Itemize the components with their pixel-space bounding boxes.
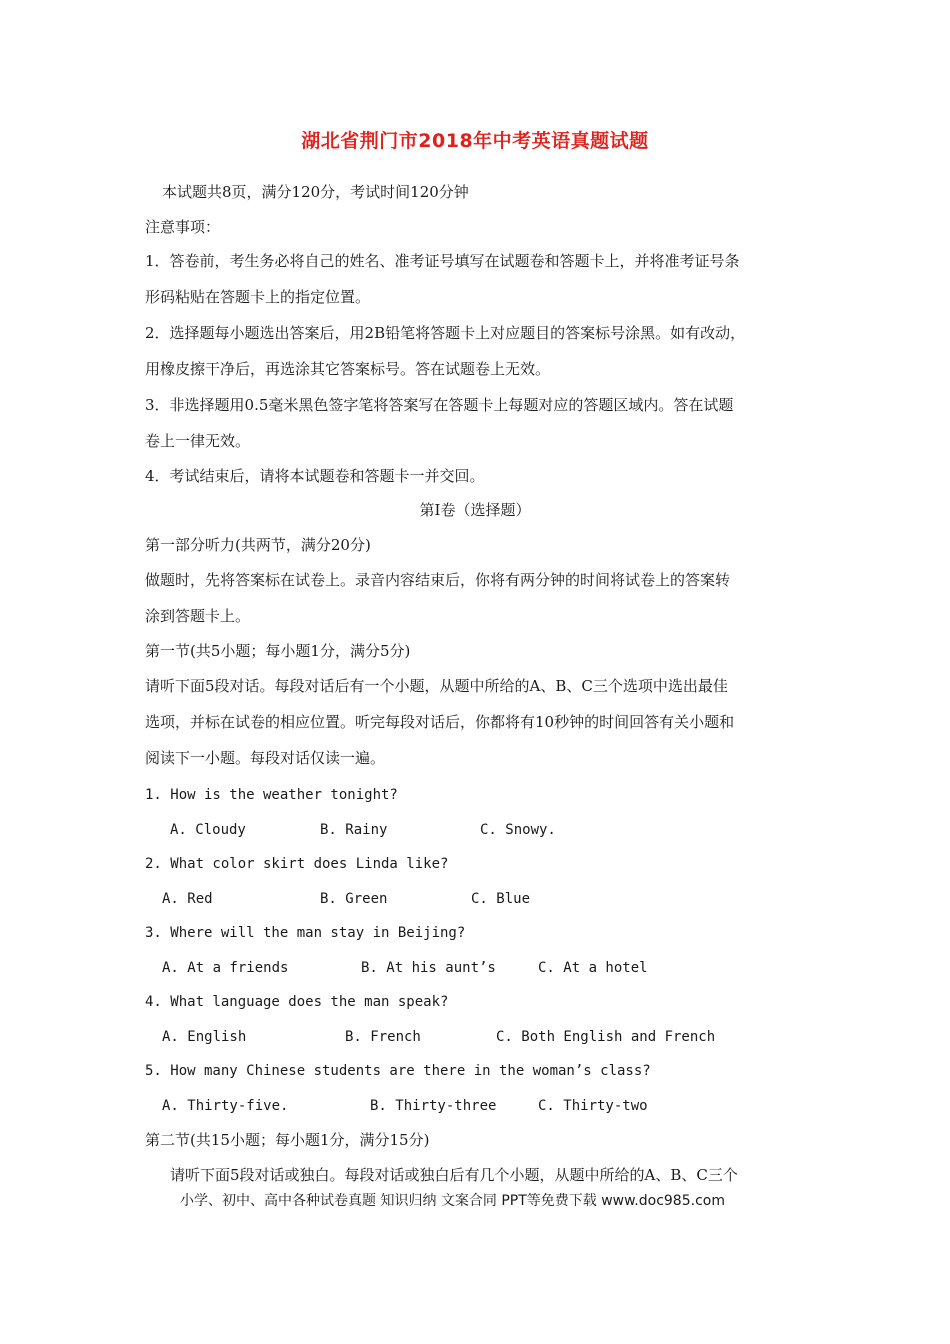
question-3: 3. Where will the man stay in Beijing?	[145, 925, 466, 941]
question-1-option-b: B. Rainy	[320, 822, 388, 838]
question-5-option-c: C. Thirty-two	[538, 1098, 648, 1114]
question-5-option-b: B. Thirty-three	[370, 1098, 497, 1114]
section-2-heading: 第二节(共15小题；每小题1分，满分15分)	[145, 1131, 430, 1149]
note-4: 4．考试结束后，请将本试题卷和答题卡一并交回。	[145, 467, 485, 485]
exam-intro: 本试题共8页，满分120分，考试时间120分钟	[162, 183, 469, 201]
question-4-option-a: A. English	[162, 1029, 247, 1045]
question-4: 4. What language does the man speak?	[145, 994, 449, 1010]
page-title: 湖北省荆门市2018年中考英语真题试题	[301, 130, 649, 152]
question-2-option-c: C. Blue	[471, 891, 531, 907]
question-3-option-b: B. At his aunt’s	[361, 960, 496, 976]
note-3-line-1: 3．非选择题用0.5毫米黑色签字笔将答案写在答题卡上每题对应的答题区域内。答在试题	[145, 396, 734, 414]
volume-heading: 第Ⅰ卷（选择题）	[419, 501, 531, 519]
part-1-heading: 第一部分听力(共两节，满分20分)	[145, 536, 371, 554]
note-1-line-1: 1．答卷前，考生务必将自己的姓名、准考证号填写在试题卷和答题卡上，并将准考证号条	[145, 252, 740, 270]
section-1-heading: 第一节(共5小题；每小题1分，满分5分)	[145, 642, 411, 660]
page-footer: 小学、初中、高中各种试卷真题 知识归纳 文案合同 PPT等免费下载 www.doc985.com	[180, 1193, 725, 1209]
note-2-line-2: 用橡皮擦干净后，再选涂其它答案标号。答在试题卷上无效。	[145, 360, 551, 378]
question-1-option-a: A. Cloudy	[170, 822, 246, 838]
section-1-desc-line-3: 阅读下一小题。每段对话仅读一遍。	[145, 749, 386, 767]
question-1-option-c: C. Snowy.	[480, 822, 556, 838]
note-2-line-1: 2．选择题每小题选出答案后，用2B铅笔将答题卡上对应题目的答案标号涂黑。如有改动，	[145, 324, 746, 342]
question-4-option-b: B. French	[345, 1029, 421, 1045]
section-1-desc-line-2: 选项，并标在试卷的相应位置。听完每段对话后，你都将有10秒钟的时间回答有关小题和	[145, 713, 735, 731]
section-2-desc: 请听下面5段对话或独白。每段对话或独白后有几个小题，从题中所给的A、B、C三个	[170, 1166, 738, 1184]
question-1: 1. How is the weather tonight?	[145, 787, 398, 803]
question-2-option-a: A. Red	[162, 891, 213, 907]
question-2-option-b: B. Green	[320, 891, 388, 907]
note-1-line-2: 形码粘贴在答题卡上的指定位置。	[145, 288, 371, 306]
part-1-desc-line-1: 做题时，先将答案标在试卷上。录音内容结束后，你将有两分钟的时间将试卷上的答案转	[145, 571, 731, 589]
question-5-option-a: A. Thirty-five.	[162, 1098, 289, 1114]
question-3-option-a: A. At a friends	[162, 960, 289, 976]
question-2: 2. What color skirt does Linda like?	[145, 856, 449, 872]
question-5: 5. How many Chinese students are there in the woman’s class?	[145, 1063, 651, 1079]
question-3-option-c: C. At a hotel	[538, 960, 648, 976]
question-4-option-c: C. Both English and French	[496, 1029, 716, 1045]
note-3-line-2: 卷上一律无效。	[145, 432, 251, 450]
section-1-desc-line-1: 请听下面5段对话。每段对话后有一个小题，从题中所给的A、B、C三个选项中选出最佳	[145, 677, 728, 695]
part-1-desc-line-2: 涂到答题卡上。	[145, 607, 251, 625]
notes-heading: 注意事项：	[145, 218, 221, 236]
